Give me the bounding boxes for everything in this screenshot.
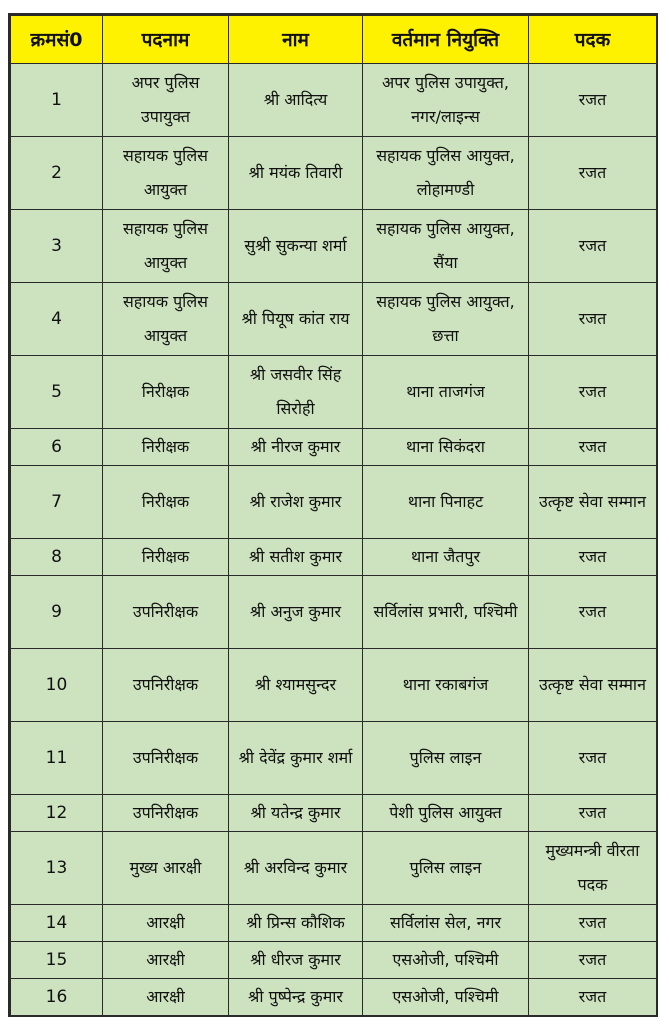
- rank-cell: उपनिरीक्षक: [103, 576, 229, 649]
- name-cell: श्री राजेश कुमार: [229, 466, 363, 539]
- table-row: [11, 429, 657, 466]
- table-row: [11, 576, 657, 649]
- rank-cell: सहायक पुलिस आयुक्त: [103, 283, 229, 356]
- header-row: [11, 16, 657, 64]
- name-cell: श्री प्रिन्स कौशिक: [229, 905, 363, 942]
- serial-cell: 2: [11, 137, 103, 210]
- serial-cell: 4: [11, 283, 103, 356]
- name-cell: श्री नीरज कुमार: [229, 429, 363, 466]
- serial-cell: 6: [11, 429, 103, 466]
- rank-cell: आरक्षी: [103, 942, 229, 979]
- medal-cell: उत्कृष्ट सेवा सम्मान: [529, 466, 657, 539]
- table-frame: [8, 13, 658, 1017]
- rank-cell: आरक्षी: [103, 979, 229, 1016]
- rank-cell: मुख्य आरक्षी: [103, 832, 229, 905]
- table-row: [11, 722, 657, 795]
- medal-cell: मुख्यमन्त्री वीरता पदक: [529, 832, 657, 905]
- medal-cell: रजत: [529, 210, 657, 283]
- rank-cell: सहायक पुलिस आयुक्त: [103, 210, 229, 283]
- serial-cell: 11: [11, 722, 103, 795]
- medal-cell: रजत: [529, 576, 657, 649]
- rank-cell: उपनिरीक्षक: [103, 649, 229, 722]
- posting-cell: एसओजी, पश्चिमी: [363, 979, 529, 1016]
- medal-cell: रजत: [529, 539, 657, 576]
- medal-cell: रजत: [529, 64, 657, 137]
- table-row: [11, 795, 657, 832]
- name-cell: श्री अनुज कुमार: [229, 576, 363, 649]
- rank-cell: आरक्षी: [103, 905, 229, 942]
- posting-cell: पुलिस लाइन: [363, 832, 529, 905]
- table-row: [11, 979, 657, 1016]
- posting-cell: थाना ताजगंज: [363, 356, 529, 429]
- rank-cell: अपर पुलिस उपायुक्त: [103, 64, 229, 137]
- serial-cell: 5: [11, 356, 103, 429]
- posting-cell: एसओजी, पश्चिमी: [363, 942, 529, 979]
- name-cell: श्री अरविन्द कुमार: [229, 832, 363, 905]
- posting-cell: थाना जैतपुर: [363, 539, 529, 576]
- table-row: [11, 649, 657, 722]
- table-row: [11, 832, 657, 905]
- serial-cell: 1: [11, 64, 103, 137]
- table-row: [11, 64, 657, 137]
- header-name: नाम: [229, 16, 363, 64]
- name-cell: सुश्री सुकन्या शर्मा: [229, 210, 363, 283]
- serial-cell: 7: [11, 466, 103, 539]
- name-cell: श्री पुष्पेन्द्र कुमार: [229, 979, 363, 1016]
- table-row: [11, 905, 657, 942]
- awards-table: [10, 15, 657, 1016]
- medal-cell: उत्कृष्ट सेवा सम्मान: [529, 649, 657, 722]
- name-cell: श्री जसवीर सिंह सिरोही: [229, 356, 363, 429]
- medal-cell: रजत: [529, 137, 657, 210]
- posting-cell: सर्विलांस सेल, नगर: [363, 905, 529, 942]
- posting-cell: थाना रकाबगंज: [363, 649, 529, 722]
- name-cell: श्री सतीश कुमार: [229, 539, 363, 576]
- name-cell: श्री मयंक तिवारी: [229, 137, 363, 210]
- header-rank: पदनाम: [103, 16, 229, 64]
- serial-cell: 3: [11, 210, 103, 283]
- rank-cell: उपनिरीक्षक: [103, 795, 229, 832]
- posting-cell: सहायक पुलिस आयुक्त, लोहामण्डी: [363, 137, 529, 210]
- name-cell: श्री पियूष कांत राय: [229, 283, 363, 356]
- medal-cell: रजत: [529, 942, 657, 979]
- posting-cell: थाना सिकंदरा: [363, 429, 529, 466]
- serial-cell: 15: [11, 942, 103, 979]
- table-row: [11, 210, 657, 283]
- rank-cell: सहायक पुलिस आयुक्त: [103, 137, 229, 210]
- medal-cell: रजत: [529, 429, 657, 466]
- name-cell: श्री देवेंद्र कुमार शर्मा: [229, 722, 363, 795]
- table-row: [11, 283, 657, 356]
- table-row: [11, 466, 657, 539]
- rank-cell: निरीक्षक: [103, 356, 229, 429]
- rank-cell: निरीक्षक: [103, 429, 229, 466]
- header-medal: पदक: [529, 16, 657, 64]
- serial-cell: 14: [11, 905, 103, 942]
- posting-cell: अपर पुलिस उपायुक्त, नगर/लाइन्स: [363, 64, 529, 137]
- serial-cell: 8: [11, 539, 103, 576]
- table-row: [11, 942, 657, 979]
- posting-cell: पुलिस लाइन: [363, 722, 529, 795]
- posting-cell: थाना पिनाहट: [363, 466, 529, 539]
- header-serial: क्रमसं0: [11, 16, 103, 64]
- name-cell: श्री धीरज कुमार: [229, 942, 363, 979]
- posting-cell: सर्विलांस प्रभारी, पश्चिमी: [363, 576, 529, 649]
- serial-cell: 9: [11, 576, 103, 649]
- rank-cell: निरीक्षक: [103, 539, 229, 576]
- serial-cell: 16: [11, 979, 103, 1016]
- name-cell: श्री श्यामसुन्दर: [229, 649, 363, 722]
- name-cell: श्री यतेन्द्र कुमार: [229, 795, 363, 832]
- posting-cell: पेशी पुलिस आयुक्त: [363, 795, 529, 832]
- serial-cell: 12: [11, 795, 103, 832]
- rank-cell: उपनिरीक्षक: [103, 722, 229, 795]
- medal-cell: रजत: [529, 722, 657, 795]
- medal-cell: रजत: [529, 905, 657, 942]
- medal-cell: रजत: [529, 283, 657, 356]
- serial-cell: 10: [11, 649, 103, 722]
- serial-cell: 13: [11, 832, 103, 905]
- rank-cell: निरीक्षक: [103, 466, 229, 539]
- table-row: [11, 137, 657, 210]
- table-row: [11, 356, 657, 429]
- medal-cell: रजत: [529, 356, 657, 429]
- name-cell: श्री आदित्य: [229, 64, 363, 137]
- medal-cell: रजत: [529, 979, 657, 1016]
- header-posting: वर्तमान नियुक्ति: [363, 16, 529, 64]
- medal-cell: रजत: [529, 795, 657, 832]
- posting-cell: सहायक पुलिस आयुक्त, सैंया: [363, 210, 529, 283]
- posting-cell: सहायक पुलिस आयुक्त, छत्ता: [363, 283, 529, 356]
- table-row: [11, 539, 657, 576]
